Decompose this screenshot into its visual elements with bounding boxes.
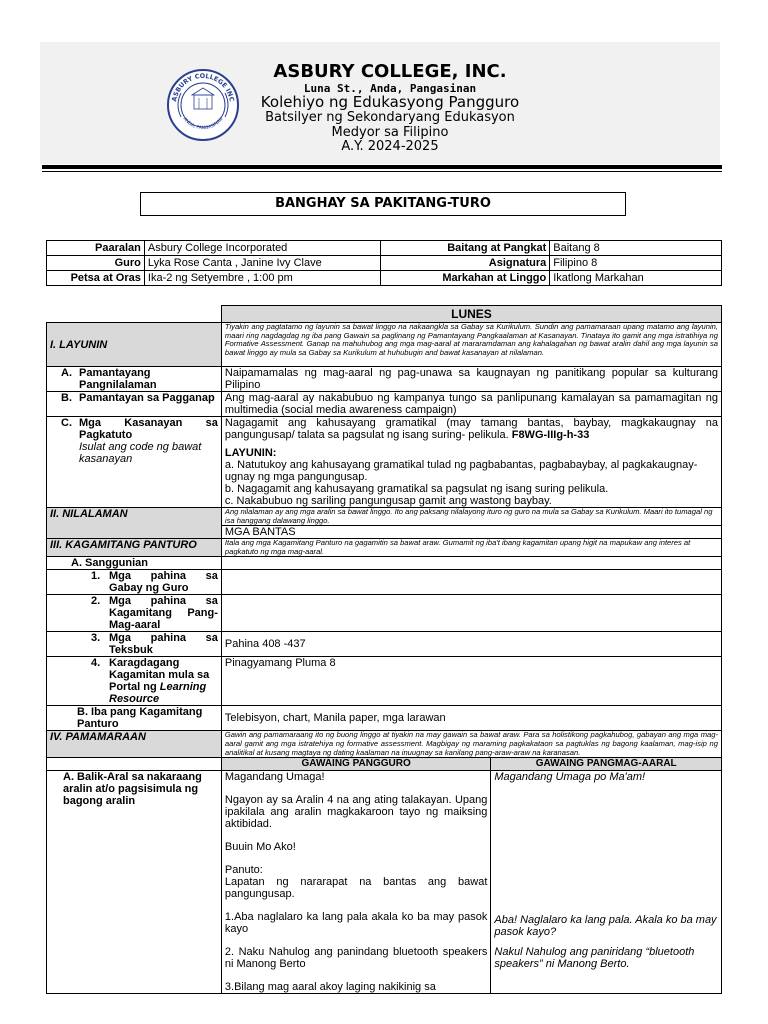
guro-line: Buuin Mo Ako!: [224, 841, 296, 854]
svg-text:ASBURY COLLEGE INC: ASBURY COLLEGE INC: [170, 71, 236, 103]
college-name: Kolehiyo ng Edukasyong Pangguro: [260, 93, 520, 111]
academic-year: A.Y. 2024-2025: [341, 139, 439, 154]
item-number: 3.: [91, 632, 101, 645]
column-gawaing-panggurо: GAWAING PANGGURO: [221, 758, 491, 771]
lesson-plan-table: [46, 305, 722, 994]
info-table: [46, 240, 722, 286]
pamamaraan-row: [47, 731, 722, 758]
label-sanggunian: A. Sanggunian: [47, 557, 222, 570]
guro-line: Panuto: Lapatan ng nararapat na bantas ang bawat pangungusap.: [224, 864, 488, 901]
svg-text:ANDA, PANGASINAN: ANDA, PANGASINAN: [181, 116, 225, 132]
iba-pang-kagamitan-value: Telebisyon, chart, Manila paper, mga larawan: [221, 706, 721, 731]
value-pamantayang-pangnilalaman: Naipamamalas ng mag-aaral ng pag-unawa sa kaugnayan ng panitikang popular sa kulturang Pilipino: [221, 367, 721, 392]
nilalaman-row: [47, 508, 722, 526]
label-kagamitang-mag-aaral: Mga pahina sa Kagamitang Pang-Mag-aaral: [109, 595, 218, 632]
value-pamantayan-sa-pagganap: Ang mag-aaral ay nakabubuo ng kampanya tungo sa panlipunang kamalayan sa pamamagitan ng multimedia (social media awareness campaign): [221, 392, 721, 417]
item-number: B.: [61, 392, 72, 404]
value-asignatura: Filipino 8: [550, 256, 722, 271]
kasanayan-text: Nagagamit ang kahusayang gramatikal (may tamang bantas, baybay, magkakaugnay na pangungusap/ talata sa pagsulat ng isang suring- pelikula.: [224, 417, 718, 441]
guro-line: 3.Bilang mag aaral akoy laging nakikinig sa: [224, 981, 436, 994]
value-guro: Lyka Rose Canta , Janine Ivy Clave: [144, 256, 380, 271]
college-seal-icon: [163, 68, 243, 142]
item-number: C.: [61, 417, 72, 429]
day-header-row: [47, 306, 722, 323]
guro-line: Magandang Umaga!: [224, 771, 325, 784]
item-number: 1.: [91, 570, 101, 583]
gabay-guro-value: [221, 570, 721, 595]
section-layunin: I. LAYUNIN: [47, 323, 222, 367]
program-name: Batsilyer ng Sekondaryang Edukasyon: [265, 110, 515, 125]
value-baitang: Baitang 8: [550, 241, 722, 256]
section-pamamaraan: IV. PAMAMARAAN: [47, 731, 222, 758]
label-karagdagang-kagamitan: Karagdagang Kagamitan mula sa Portal ng: [109, 657, 210, 694]
layunin-heading: LAYUNIN:: [224, 447, 277, 459]
school-name: ASBURY COLLEGE, INC.: [273, 61, 507, 82]
pamamaraan-note: Gawin ang pamamaraang ito ng buong linggo at tiyakin na may gawain sa bawat araw. Para sa holistikong pagkahubog, gabayan ang mga mag-aaral gamit ang mga istratehiya ng formative assessment. Magbigay ng maraming pagkakataon sa pagtuklas ng bagong kaalaman, mag-isip ng analitikal at kusang magtaya ng dating kaalaman na inuugnay sa kanilang pang-araw-araw na karanasan.: [221, 731, 721, 758]
empty-cell: [47, 758, 222, 771]
label-pamantayang-pangnilalaman: Pamantayang Pangnilalaman: [79, 367, 157, 391]
iba-pang-kagamitan-row: [47, 706, 722, 731]
label-guro: Guro: [47, 256, 145, 271]
header-rule-thin: [42, 171, 722, 172]
kagamitang-mag-aaral-value: [221, 595, 721, 632]
label-iba-pang-kagamitan: B. Iba pang Kagamitang Panturo: [47, 706, 222, 731]
sanggunian-row: [47, 557, 722, 570]
aaral-greeting: Magandang Umaga po Ma'am!: [494, 771, 646, 784]
aaral-answer-2: Nakul Nahulog ang paniridang “bluetooth speakers” ni Manong Berto.: [494, 946, 695, 971]
label-kasanayan: Mga Kasanayan sa Pagkatuto: [79, 417, 218, 441]
value-petsa: Ika-2 ng Setyembre , 1:00 pm: [144, 271, 380, 286]
karagdagang-kagamitan-row: [47, 657, 722, 706]
section-nilalaman: II. NILALAMAN: [47, 508, 222, 539]
layunin-note: Tiyakin ang pagtatamo ng layunin sa bawat linggo na nakaangkla sa Gabay sa Kurikulum. Sundin ang pamamaraan upang matamo ang layunin, maari ring nagdagdag ng iba pang Gawain sa paglinang ng Pamantayang Pangkaalaman at Kasanayan. Tinataya ito gamit ang mga istratihiya ng Formative Assessment. Ganap na mahuhubog ang mga mag-aaral at mararamdaman ang kahalagahan ng bawat aralin dahil ang mga layunin sa bawat linggo ay mula sa Gabay sa Kurikulum at huhubugin and bawat kasanayan at nilalaman.: [221, 323, 721, 367]
objective-c: c. Nakabubuo ng sariling pangungusap gamit ang wastong baybay.: [224, 495, 552, 507]
objective-b: b. Nagagamit ang kahusayang gramatikal sa pagsulat ng isang suring pelikula.: [224, 483, 609, 495]
item-number: 2.: [91, 595, 101, 608]
item-number: A.: [61, 367, 72, 379]
kasanayan-row: [47, 417, 722, 508]
nilalaman-note: Ang nilalaman ay ang mga aralin sa bawat linggo. Ito ang paksang nilalayong ituro ng guro na mula sa Gabay sa Kurikulum. Maari ito tumagal ng isa hanggang dalawang linggo.: [221, 508, 721, 526]
balik-aral-row: [47, 771, 722, 994]
objective-a: a. Natutukoy ang kahusayang gramatikal tulad ng pagbabantas, pagbabaybay, al pagkakaugnay-ugnay ng mga pangungusap.: [224, 459, 698, 483]
value-paaralan: Asbury College Incorporated: [144, 241, 380, 256]
label-balik-aral: A. Balik-Aral sa nakaraang aralin at/o pagsisimula ng bagong aralin: [63, 771, 202, 808]
aaral-answer-1: Aba! Naglalaro ka lang pala. Akala ko ba may pasok kayo?: [494, 914, 717, 939]
section-kagamitan: III. KAGAMITANG PANTURO: [47, 539, 222, 557]
major-name: Medyor sa Filipino: [331, 125, 449, 140]
label-markahan: Markahan at Linggo: [380, 271, 550, 286]
layunin-row: [47, 323, 722, 367]
info-row: [47, 241, 722, 256]
header-rule-thick: [42, 165, 722, 169]
info-row: [47, 271, 722, 286]
teksbuk-value: Pahina 408 -437: [221, 632, 721, 657]
document-title: BANGHAY SA PAKITANG-TURO: [140, 192, 626, 216]
nilalaman-value: MGA BANTAS: [221, 526, 721, 539]
competency-code: F8WG-IIIg-h-33: [511, 429, 590, 441]
label-learning-resource: Learning Resource: [109, 681, 207, 706]
kagamitan-row: [47, 539, 722, 557]
sanggunian-value: [221, 557, 721, 570]
kagamitan-note: Itala ang mga Kagamitang Panturo na gagamitin sa bawat araw. Gumamit ng iba't ibang kagamitan upang higit na mapukaw ang interes at pagkatuto ng mga mag-aaral.: [221, 539, 721, 557]
teksbuk-row: [47, 632, 722, 657]
guro-line: Ngayon ay sa Aralin 4 na ang ating talakayan. Upang ipakilala ang aralin magkakaroon tayo ng maiksing aktibidad.: [224, 794, 488, 831]
label-baitang: Baitang at Pangkat: [380, 241, 550, 256]
label-petsa: Petsa at Oras: [47, 271, 145, 286]
label-asignatura: Asignatura: [380, 256, 550, 271]
kagamitang-mag-aaral-row: [47, 595, 722, 632]
pamantayan-nilalaman-row: [47, 367, 722, 392]
empty-corner: [47, 306, 222, 323]
school-address: Luna St., Anda, Pangasinan: [303, 82, 477, 95]
info-row: [47, 256, 722, 271]
label-teksbuk: Mga pahina sa Teksbuk: [109, 632, 218, 657]
label-pamantayan-sa-pagganap: Pamantayan sa Pagganap: [79, 392, 215, 404]
gawain-header-row: [47, 758, 722, 771]
kasanayan-note: Isulat ang code ng bawat kasanayan: [79, 441, 202, 465]
gabay-guro-row: [47, 570, 722, 595]
pamantayan-pagganap-row: [47, 392, 722, 417]
value-markahan: Ikatlong Markahan: [550, 271, 722, 286]
item-number: 4.: [91, 657, 101, 670]
label-gabay-guro: Mga pahina sa Gabay ng Guro: [109, 570, 218, 595]
guro-line: 2. Naku Nahulog ang panindang bluetooth speakers ni Manong Berto: [224, 946, 488, 971]
day-header: LUNES: [221, 306, 721, 323]
column-gawaing-pangmag-aaral: GAWAING PANGMAG-AARAL: [491, 758, 722, 771]
guro-line: 1.Aba naglalaro ka lang pala akala ko ba may pasok kayo: [224, 911, 488, 936]
karagdagang-kagamitan-value: Pinagyamang Pluma 8: [221, 657, 721, 706]
label-paaralan: Paaralan: [47, 241, 145, 256]
